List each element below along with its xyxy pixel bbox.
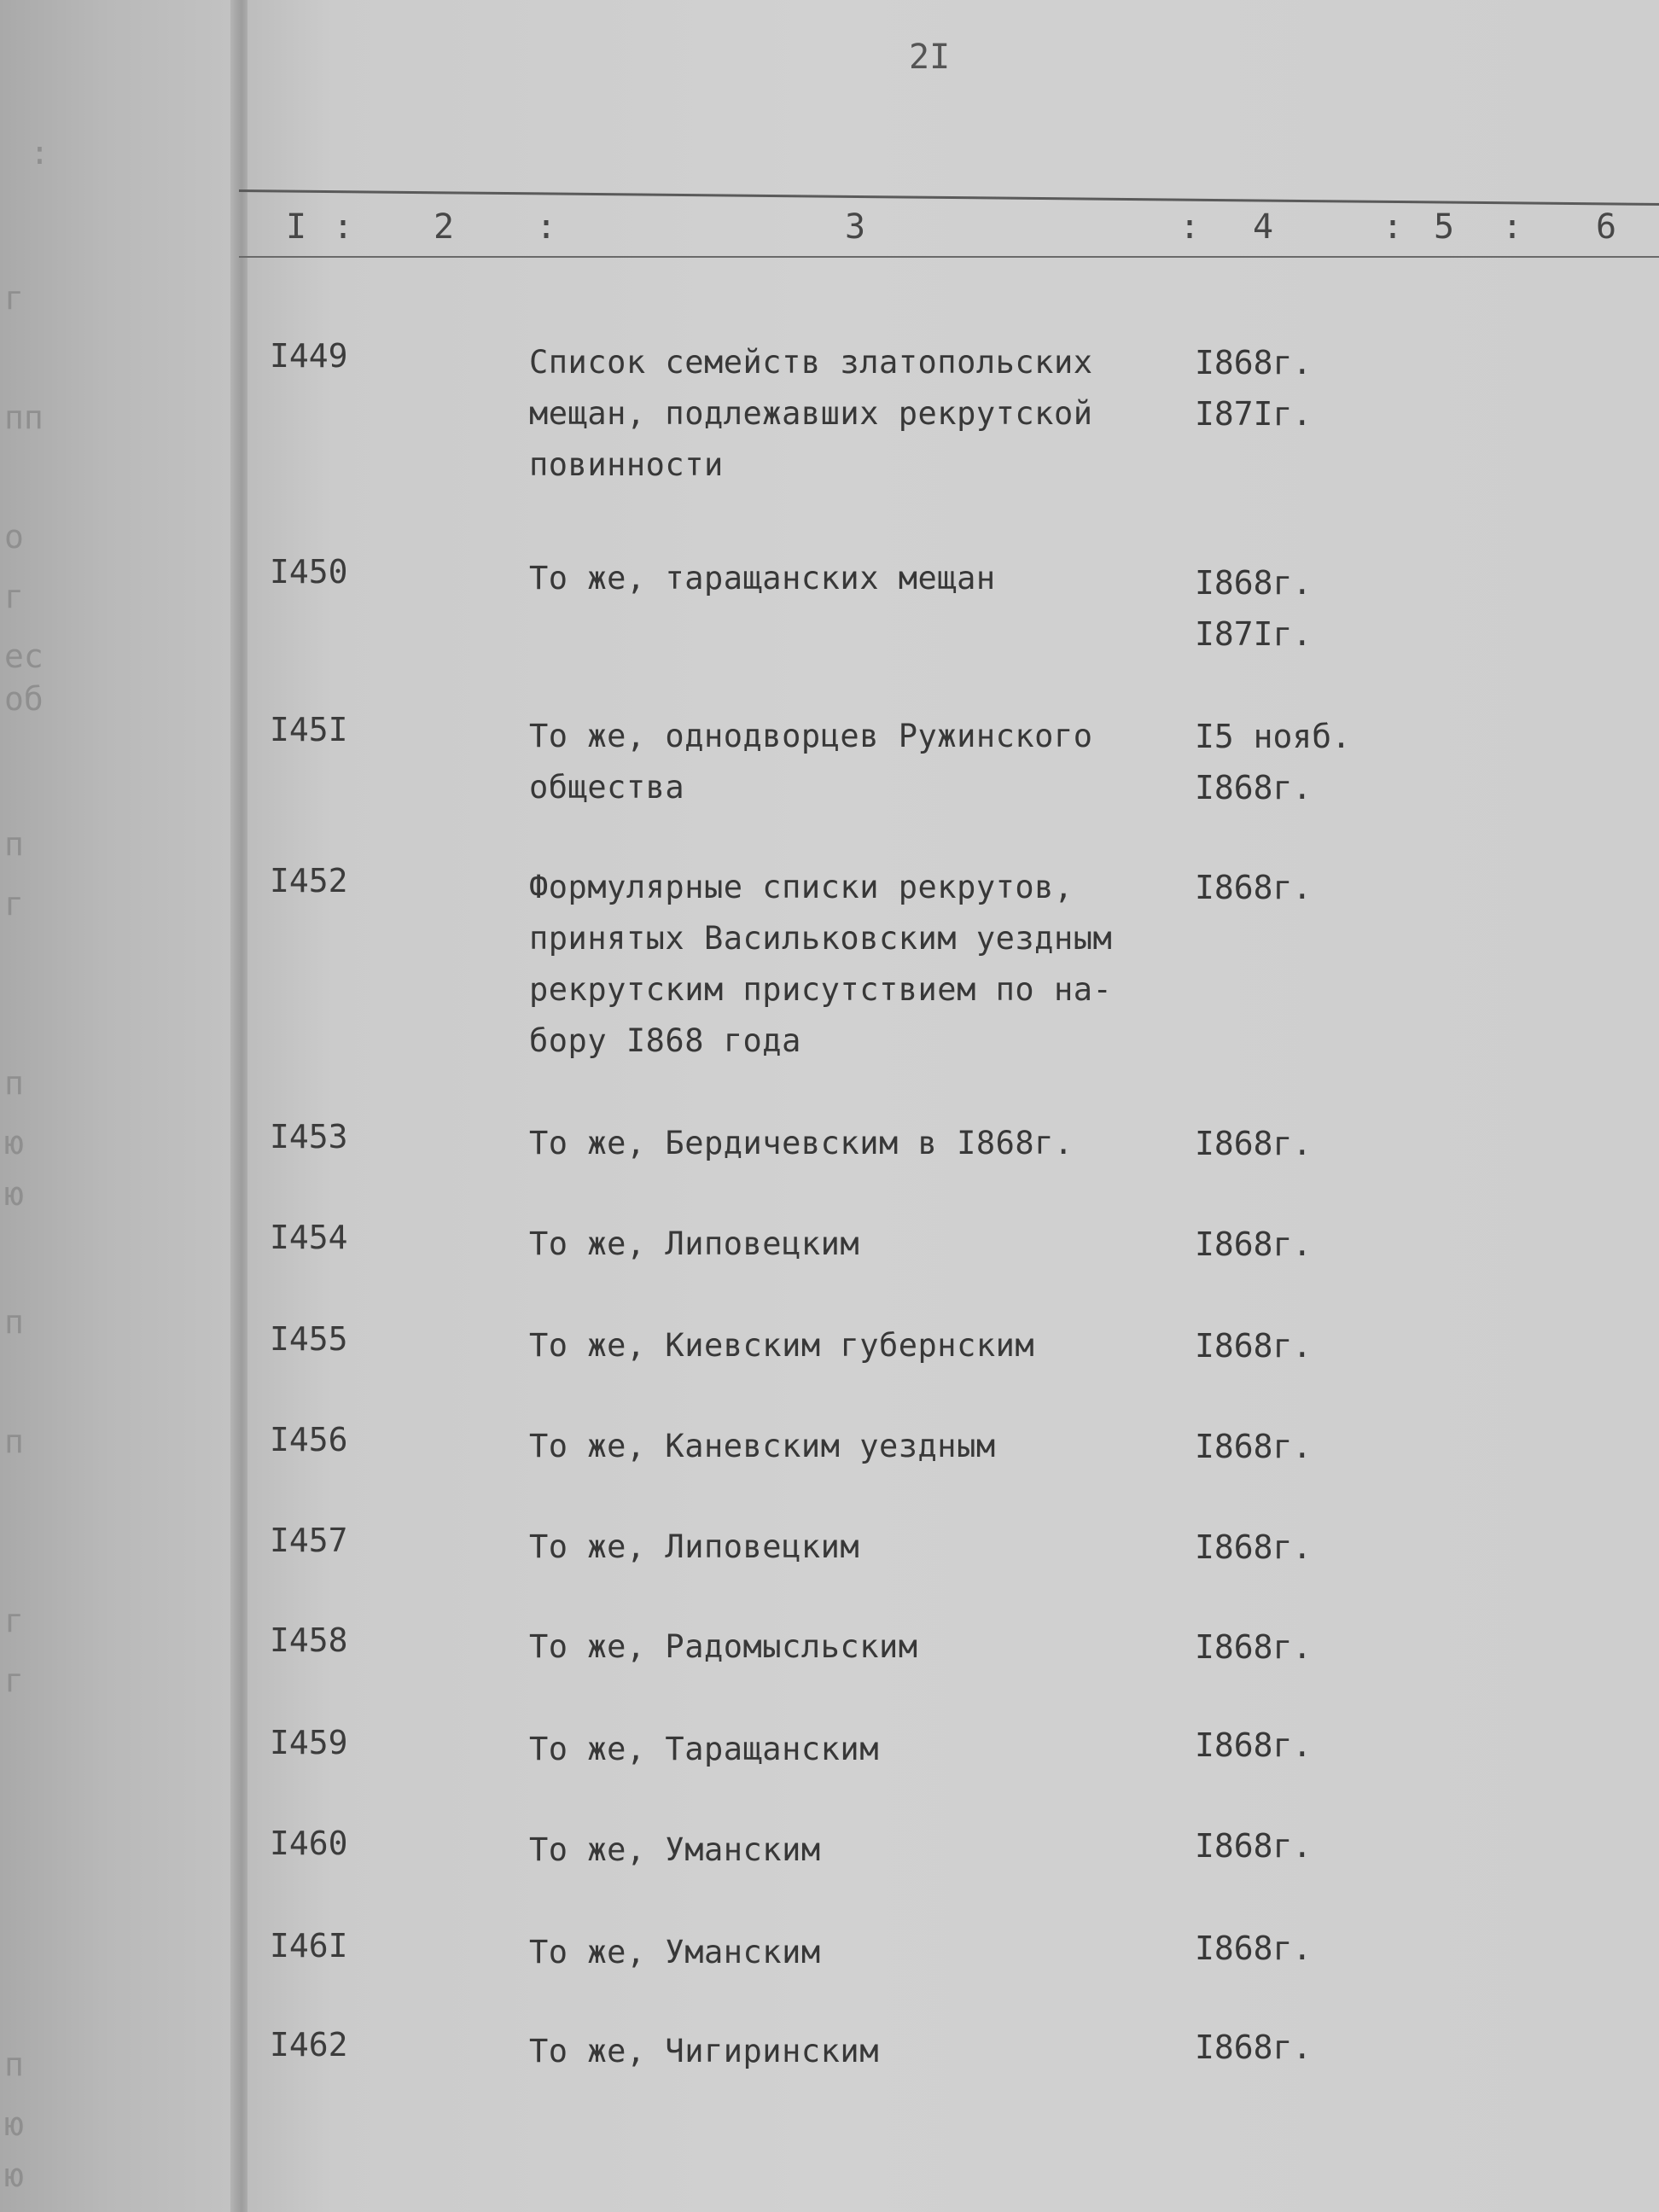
bleed-mark: г — [4, 1662, 24, 1699]
row-title: То же, Бердичевским в I868г. — [529, 1125, 1074, 1161]
row-date — [1195, 1621, 1312, 1673]
bleed-mark: п — [4, 2046, 24, 2083]
bleed-mark: : — [30, 134, 49, 172]
row-title: То же, Уманским — [529, 1831, 821, 1868]
row-number: I46I — [270, 1927, 348, 1965]
column-separator: : — [536, 207, 557, 247]
row-title: То же, Липовецким — [529, 1225, 860, 1262]
date-line: I868г. — [1195, 1827, 1313, 1865]
bleed-mark: г — [4, 279, 24, 317]
bleed-mark: г — [4, 885, 24, 923]
bleed-mark: ю — [4, 2105, 24, 2143]
row-number: I457 — [270, 1522, 348, 1559]
row-title: Формулярные списки рекрутов, принятых Васильковским уездным рекрутским присутствием по на- бору I868 года — [529, 869, 1113, 1059]
column-number-4: 4 — [1253, 207, 1274, 247]
row-date — [1195, 862, 1312, 913]
column-number-1: I — [286, 207, 307, 247]
date-line: I87Iг. — [1195, 395, 1313, 433]
column-number-3: 3 — [845, 207, 866, 247]
row-title: То же, Каневским уездным — [529, 1428, 996, 1464]
row-number: I453 — [270, 1118, 348, 1155]
date-line: I868г. — [1195, 769, 1313, 806]
row-number: I460 — [270, 1825, 348, 1862]
date-line: I868г. — [1195, 1726, 1313, 1764]
column-number-2: 2 — [434, 207, 455, 247]
row-date — [1195, 2022, 1312, 2073]
date-line: I868г. — [1195, 1225, 1313, 1263]
row-number: I459 — [270, 1724, 348, 1761]
bleed-mark: ес — [4, 637, 44, 675]
row-date — [1195, 1522, 1312, 1573]
bleed-mark: п — [4, 1303, 24, 1341]
row-date — [1195, 1720, 1312, 1771]
bleed-mark: п — [4, 825, 24, 863]
row-number: I458 — [270, 1621, 348, 1659]
date-line: I5 нояб. — [1195, 718, 1352, 755]
row-title: То же, однодворцев Ружинского общества — [529, 718, 1093, 806]
bleed-mark: ю — [4, 1175, 24, 1213]
bleed-mark: ю — [4, 1124, 24, 1161]
bleed-mark: о — [4, 518, 24, 556]
row-date — [1195, 711, 1351, 813]
previous-page-edge — [0, 0, 243, 2212]
row-number: I454 — [270, 1219, 348, 1256]
date-line: I868г. — [1195, 344, 1313, 381]
row-number: I456 — [270, 1421, 348, 1458]
column-separator: : — [1179, 207, 1201, 247]
row-number: I449 — [270, 337, 348, 375]
column-separator: : — [1382, 207, 1404, 247]
row-date — [1195, 1421, 1312, 1472]
row-title: То же, Чигиринским — [529, 2033, 879, 2069]
header-rule-bottom — [239, 256, 1659, 258]
date-line: I87Iг. — [1195, 615, 1313, 653]
date-line: I868г. — [1195, 1528, 1313, 1566]
date-line: I868г. — [1195, 1125, 1313, 1162]
row-title: То же, Киевским губернским — [529, 1327, 1035, 1364]
row-date — [1195, 1820, 1312, 1871]
bleed-mark: п — [4, 1423, 24, 1460]
row-number: I452 — [270, 862, 348, 899]
row-date — [1195, 337, 1312, 439]
date-line: I868г. — [1195, 1930, 1313, 1967]
column-separator: : — [1502, 207, 1523, 247]
date-line: I868г. — [1195, 2029, 1313, 2066]
row-date — [1195, 1219, 1312, 1270]
bleed-mark: г — [4, 1602, 24, 1639]
row-title: То же, Уманским — [529, 1934, 821, 1970]
bleed-mark: г — [4, 578, 24, 615]
column-separator: : — [333, 207, 354, 247]
column-number-5: 5 — [1434, 207, 1455, 247]
bleed-mark: ю — [4, 2157, 24, 2194]
row-title: То же, Радомысльским — [529, 1628, 918, 1665]
row-title: Список семейств златопольских мещан, подлежавших рекрутской повинности — [529, 344, 1093, 483]
document-page — [247, 0, 1659, 2212]
date-line: I868г. — [1195, 1428, 1313, 1465]
row-title: То же, таращанских мещан — [529, 560, 996, 597]
bleed-mark: об — [4, 680, 44, 718]
header-rule-top — [239, 189, 1659, 206]
row-title: То же, Липовецким — [529, 1528, 860, 1565]
row-date — [1195, 557, 1312, 660]
row-date — [1195, 1923, 1312, 1974]
row-number: I455 — [270, 1320, 348, 1358]
row-number: I450 — [270, 553, 348, 591]
bleed-mark: п — [4, 1064, 24, 1102]
page-number: 2I — [909, 38, 951, 77]
date-line: I868г. — [1195, 1327, 1313, 1365]
row-number: I462 — [270, 2026, 348, 2064]
row-title: То же, Таращанским — [529, 1731, 879, 1767]
date-line: I868г. — [1195, 869, 1313, 906]
bleed-mark: пп — [4, 399, 44, 436]
row-number: I45I — [270, 711, 348, 748]
date-line: I868г. — [1195, 564, 1313, 602]
row-date — [1195, 1118, 1312, 1169]
date-line: I868г. — [1195, 1628, 1313, 1666]
row-date — [1195, 1320, 1312, 1371]
column-number-6: 6 — [1596, 207, 1617, 247]
